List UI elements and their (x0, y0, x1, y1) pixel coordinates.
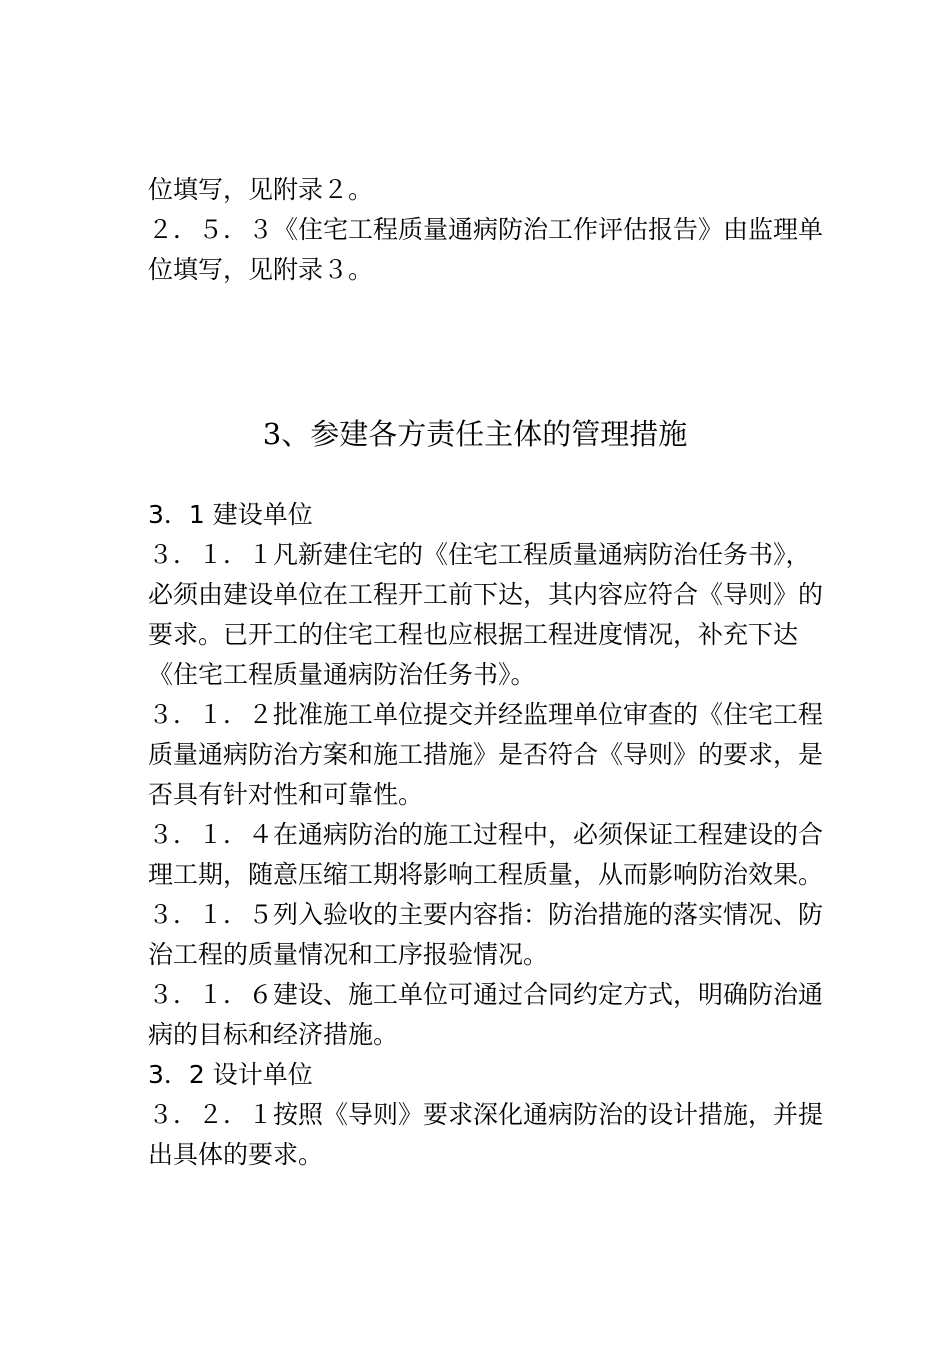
paragraph: 位填写，见附录２。 (148, 175, 374, 204)
paragraph: ３．１．４在通病防治的施工过程中，必须保证工程建设的合理工期，随意压缩工期将影响工程质量，从而影响防治效果。 (148, 820, 824, 889)
paragraph: ３．２．１按照《导则》要求深化通病防治的设计措施，并提出具体的要求。 (148, 1100, 824, 1169)
top-block (148, 170, 828, 290)
subsection-heading: 3．1 建设单位 (148, 500, 313, 529)
paragraph: ３．１．５列入验收的主要内容指：防治措施的落实情况、防治工程的质量情况和工序报验情况。 (148, 900, 824, 969)
paragraph: ３．１．１凡新建住宅的《住宅工程质量通病防治任务书》，必须由建设单位在工程开工前下达，其内容应符合《导则》的要求。已开工的住宅工程也应根据工程进度情况，补充下达《住宅工程质量通病防治任务书》。 (148, 540, 824, 689)
paragraph: ３．１．２批准施工单位提交并经监理单位审查的《住宅工程质量通病防治方案和施工措施》是否符合《导则》的要求，是否具有针对性和可靠性。 (148, 700, 824, 809)
subsection-heading: 3．2 设计单位 (148, 1060, 313, 1089)
section-title: 3、参建各方责任主体的管理措施 (262, 417, 688, 451)
paragraph: ３．１．６建设、施工单位可通过合同约定方式，明确防治通病的目标和经济措施。 (148, 980, 824, 1049)
paragraph: ２．５．３《住宅工程质量通病防治工作评估报告》由监理单位填写，见附录３。 (148, 215, 824, 284)
section-3-1 (148, 495, 828, 1175)
